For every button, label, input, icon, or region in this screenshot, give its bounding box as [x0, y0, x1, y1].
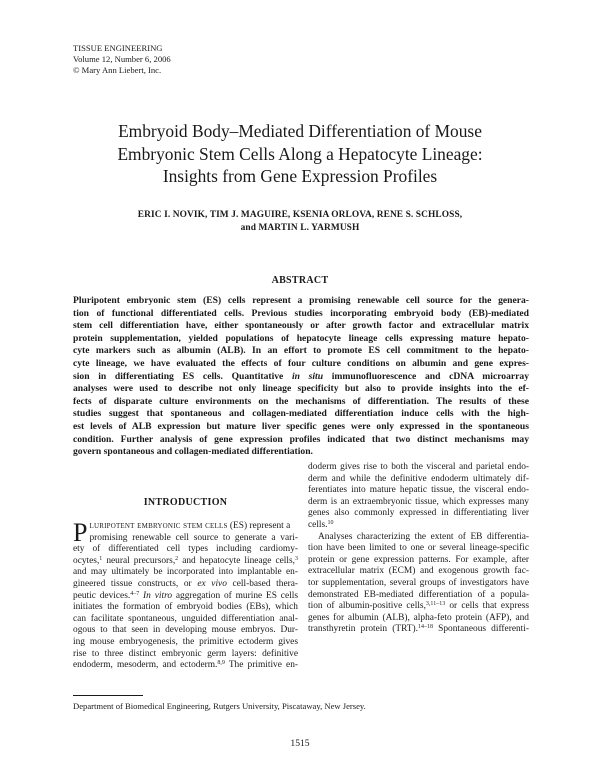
text-fragment: aggregation of murine ES cells — [172, 590, 298, 601]
text-fragment: transthyretin protein (TRT). — [308, 624, 418, 635]
body-line: promising renewable cell source to generate a vari- — [89, 532, 298, 543]
text-fragment: Spontaneous differenti- — [432, 624, 530, 635]
article-title — [0, 120, 600, 188]
abstract-line: stem cell differentiation have, either spontaneously or after growth factor and extracellular matrix — [73, 320, 529, 332]
introduction-heading: INTRODUCTION — [143, 497, 228, 508]
citation-ref: 14–18 — [417, 624, 433, 631]
abstract-line: cyte lineage, we have evaluated the effects of four culture conditions on albumin and gene expres- — [73, 357, 529, 369]
citation-ref: 8,9 — [217, 660, 225, 667]
body-line: derm and while the definitive endoderm ultimately dif- — [308, 473, 529, 484]
body-line: ing mouse embryogenesis, the primitive ectoderm gives — [73, 636, 298, 647]
text-fragment: cell-based thera- — [226, 578, 299, 589]
authors-line-1: ERIC I. NOVIK, TIM J. MAGUIRE, KSENIA ORLOVA, RENE S. SCHLOSS, — [137, 210, 463, 220]
smallcaps-opening: luripotent embryonic stem cells — [89, 521, 228, 531]
abstract-line: fects of disparate culture environments on the mechanisms of differentiation. The results of these — [73, 395, 529, 407]
abstract-line — [73, 371, 529, 384]
abstract-heading: ABSTRACT — [271, 275, 329, 286]
text-fragment: ocytes, — [73, 555, 100, 566]
abstract-line: Pluripotent embryonic stem (ES) cells represent a promising renewable cell source for the genera- — [73, 295, 529, 306]
body-line — [73, 556, 298, 568]
abstract-line: est levels of ALB expression but mature liver specific genes were only expressed in the spontaneous — [73, 420, 529, 432]
body-line: can facilitate spontaneous, unguided differentiation anal- — [73, 613, 298, 624]
citation-ref: 2 — [175, 555, 179, 562]
body-line — [73, 521, 298, 533]
citation-ref: 1 — [99, 555, 103, 562]
abstract-line: tion of functional differentiated cells. Previous studies incorporating embryoid body (EB)-mediated — [73, 307, 529, 319]
affiliation-footnote: Department of Biomedical Engineering, Rutgers University, Piscataway, New Jersey. — [73, 701, 366, 711]
text-fragment: and hepatocyte lineage cells, — [178, 555, 295, 566]
body-line: tion have been limited to one or several lineage-specific — [308, 543, 529, 554]
body-line: initiates the formation of embryoid bodies (EBs), which — [73, 602, 298, 613]
body-line: tor supplementation, several groups of investigators have — [308, 577, 529, 588]
text-fragment: tion of albumin-positive cells, — [308, 601, 426, 612]
text-fragment: (ES) represent a — [227, 521, 291, 531]
body-line — [73, 579, 298, 591]
author-list — [0, 209, 600, 235]
body-line: protein or gene expression patterns. For example, after — [308, 554, 529, 565]
citation-ref: 3 — [295, 555, 298, 562]
body-line: genes also commonly expressed in differentiating liver — [308, 508, 529, 519]
body-line: derm is an extraembryonic tissue, which expresses many — [308, 496, 529, 507]
abstract-line: govern spontaneous and collagen-mediated differentiation. — [73, 446, 313, 458]
italic-term: In vitro — [143, 590, 173, 601]
abstract-text-fragment: sion in differentiating ES cells. Quantitative — [73, 370, 284, 382]
abstract-line: condition. Further analysis of gene expression profiles indicated that two distinct mechanisms may — [73, 433, 529, 445]
title-line-1: Embryoid Body–Mediated Differentiation of Mouse — [118, 121, 482, 141]
body-line: and may ultimately be incorporated into implantable en- — [73, 567, 298, 578]
citation-ref: 4–7 — [130, 590, 140, 597]
left-column — [73, 518, 299, 672]
body-line — [308, 601, 529, 613]
abstract-line: protein supplementation, yielded populations of hepatocyte lineage cells expressing mature hepato- — [73, 332, 529, 344]
text-fragment: neural precursors, — [102, 555, 176, 566]
abstract-line: studies suggest that spontaneous and collagen-mediated differentiation induce cells with the high- — [73, 408, 529, 420]
abstract-italic-term: in situ — [291, 370, 324, 382]
body-line: ferentiates into mature hepatic tissue, the visceral endo- — [308, 485, 529, 496]
journal-copyright: © Mary Ann Liebert, Inc. — [73, 65, 162, 75]
body-line — [73, 591, 298, 603]
text-fragment: cells. — [308, 519, 328, 530]
text-fragment: The primitive en- — [224, 660, 299, 671]
abstract-line: cyte markers such as albumin (ALB). In an effort to promote ES cell commitment to the hepato- — [73, 345, 529, 357]
body-line: demonstrated EB-mediated differentiation of a popula- — [308, 589, 529, 600]
text-fragment: peutic devices. — [73, 590, 131, 601]
page-number: 1515 — [290, 738, 310, 749]
body-line — [308, 520, 529, 532]
journal-volume: Volume 12, Number 6, 2006 — [73, 54, 171, 64]
journal-header — [73, 43, 171, 76]
title-line-3: Insights from Gene Expression Profiles — [162, 166, 438, 186]
body-line: rise to three distinct embryonic germ layers: definitive — [73, 648, 298, 659]
right-column — [308, 462, 529, 636]
title-line-2: Embryonic Stem Cells Along a Hepatocyte Lineage: — [117, 143, 483, 164]
body-line: Analyses characterizing the extent of EB differentia- — [318, 531, 529, 542]
body-line: doderm gives rise to both the visceral and parietal endo- — [308, 462, 529, 472]
body-line: genes for albumin (ALB), alpha-feto protein (AFP), and — [308, 612, 529, 623]
authors-line-2: and MARTIN L. YARMUSH — [240, 223, 360, 233]
footnote-rule — [73, 695, 143, 696]
citation-ref: 3,11–13 — [425, 601, 446, 608]
body-line: ety of differentiated cell types including cardiomy- — [73, 544, 298, 555]
text-fragment: gineered tissue constructs, or — [73, 578, 192, 589]
text-fragment: endoderm, mesoderm, and ectoderm. — [73, 660, 218, 671]
abstract-text — [73, 295, 529, 459]
drop-cap: P — [73, 518, 88, 547]
italic-term: ex vivo — [197, 578, 227, 589]
abstract-line: analyses were used to describe not only lineage specificity but also to provide insights into the ef- — [73, 383, 529, 395]
text-fragment: or cells that express — [445, 601, 529, 612]
body-line — [73, 660, 298, 672]
citation-ref: 10 — [327, 519, 334, 526]
journal-name: TISSUE ENGINEERING — [73, 43, 163, 53]
abstract-text-fragment: immunofluorescence and cDNA microarray — [323, 370, 529, 382]
body-line: ogous to that seen in developing mouse embryos. Dur- — [73, 625, 298, 636]
body-line: extracellular matrix (ECM) and exogenous growth fac- — [308, 566, 529, 577]
body-line — [308, 624, 529, 636]
